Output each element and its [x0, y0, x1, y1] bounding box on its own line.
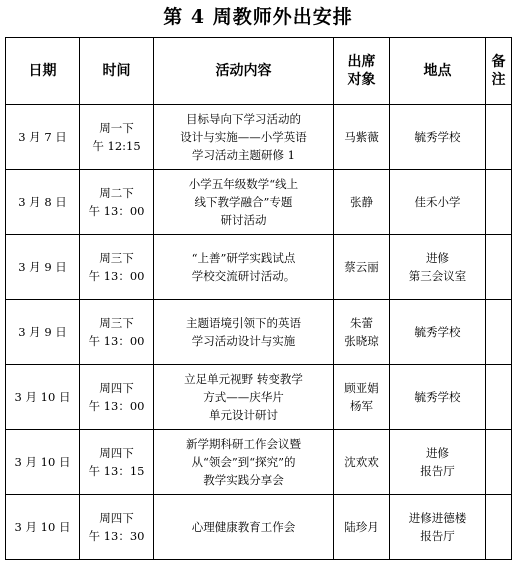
cell-time: 周四下 午 13：30 [80, 495, 154, 560]
cell-time: 周二下 午 13：00 [80, 170, 154, 235]
table-header-row [6, 38, 512, 105]
cell-place: 毓秀学校 [390, 300, 486, 365]
cell-place: 毓秀学校 [390, 105, 486, 170]
cell-attendee: 张静 [334, 170, 390, 235]
cell-place: 进修 第三会议室 [390, 235, 486, 300]
cell-activity: 小学五年级数学“线上 线下教学融合”专题 研讨活动 [154, 170, 334, 235]
cell-note [486, 235, 512, 300]
table-row [6, 170, 512, 235]
cell-attendee: 沈欢欢 [334, 430, 390, 495]
cell-place: 毓秀学校 [390, 365, 486, 430]
cell-place: 进修 报告厅 [390, 430, 486, 495]
page-title: 第 4 周教师外出安排 [163, 6, 353, 28]
cell-time: 周四下 午 13：00 [80, 365, 154, 430]
cell-attendee: 马紫薇 [334, 105, 390, 170]
table-row [6, 300, 512, 365]
header-date: 日期 [6, 38, 80, 105]
cell-note [486, 300, 512, 365]
cell-time: 周四下 午 13：15 [80, 430, 154, 495]
cell-date: 3 月 8 日 [6, 170, 80, 235]
table-row [6, 105, 512, 170]
header-note: 备 注 [486, 38, 512, 105]
header-time: 时间 [80, 38, 154, 105]
cell-date: 3 月 10 日 [6, 495, 80, 560]
table-row [6, 235, 512, 300]
header-place: 地点 [390, 38, 486, 105]
cell-activity: “上善”研学实践试点 学校交流研讨活动。 [154, 235, 334, 300]
cell-attendee: 顾亚娟 杨军 [334, 365, 390, 430]
cell-note [486, 105, 512, 170]
table-row [6, 495, 512, 560]
cell-time: 周三下 午 13：00 [80, 300, 154, 365]
cell-activity: 新学期科研工作会议暨 从“领会”到“探究”的 教学实践分享会 [154, 430, 334, 495]
cell-activity: 心理健康教育工作会 [154, 495, 334, 560]
cell-attendee: 朱蕾 张晓琼 [334, 300, 390, 365]
cell-note [486, 430, 512, 495]
cell-date: 3 月 9 日 [6, 300, 80, 365]
cell-note [486, 170, 512, 235]
table-row [6, 430, 512, 495]
header-attendee: 出席 对象 [334, 38, 390, 105]
cell-date: 3 月 10 日 [6, 430, 80, 495]
cell-date: 3 月 10 日 [6, 365, 80, 430]
cell-place: 进修进德楼 报告厅 [390, 495, 486, 560]
cell-activity: 立足单元视野 转变教学 方式——庆华片 单元设计研讨 [154, 365, 334, 430]
cell-time: 周三下 午 13：00 [80, 235, 154, 300]
cell-date: 3 月 7 日 [6, 105, 80, 170]
cell-note [486, 495, 512, 560]
cell-place: 佳禾小学 [390, 170, 486, 235]
table-row [6, 365, 512, 430]
cell-time: 周一下 午 12:15 [80, 105, 154, 170]
schedule-table [5, 37, 512, 560]
cell-attendee: 蔡云丽 [334, 235, 390, 300]
cell-activity: 目标导向下学习活动的 设计与实施——小学英语 学习活动主题研修 1 [154, 105, 334, 170]
header-activity: 活动内容 [154, 38, 334, 105]
cell-date: 3 月 9 日 [6, 235, 80, 300]
cell-attendee: 陆珍月 [334, 495, 390, 560]
cell-note [486, 365, 512, 430]
cell-activity: 主题语境引领下的英语 学习活动设计与实施 [154, 300, 334, 365]
